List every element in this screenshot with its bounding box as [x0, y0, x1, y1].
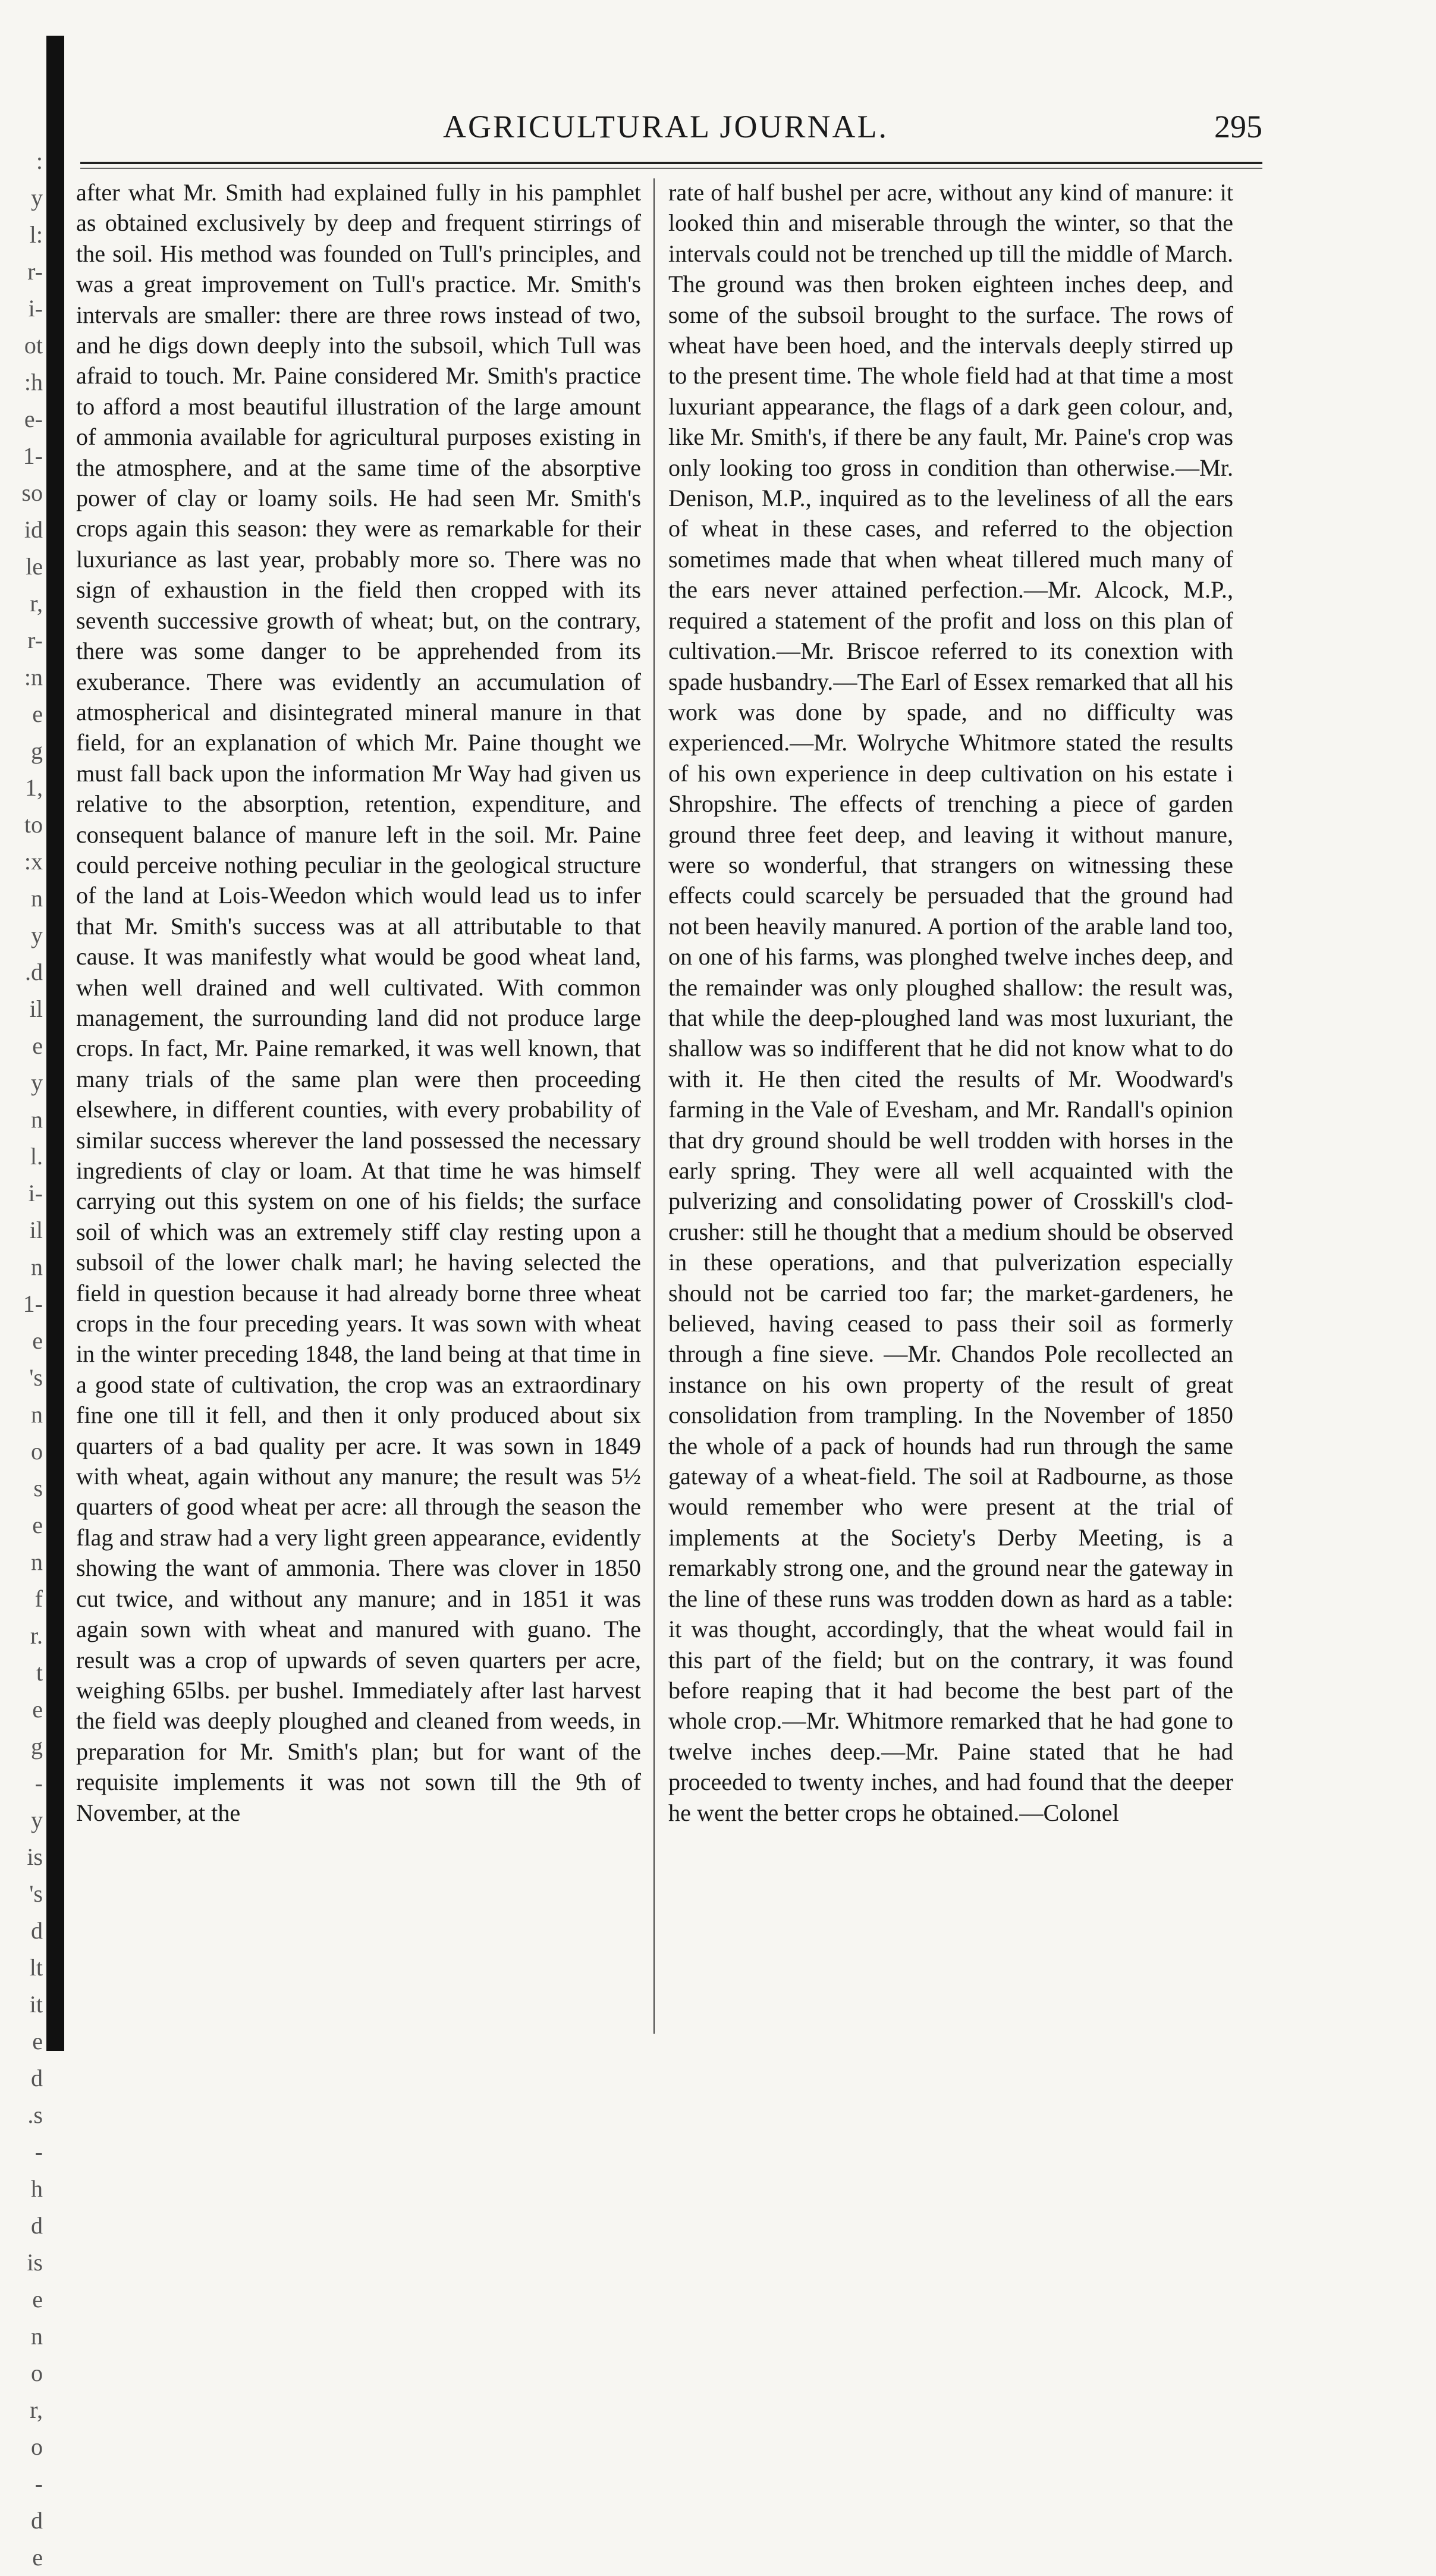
bleed-fragment: o: [31, 2360, 43, 2386]
bleed-fragment: e: [32, 2286, 43, 2313]
bleed-fragment: d: [31, 2065, 43, 2091]
bleed-fragment: it: [29, 1991, 43, 2018]
bleed-fragment: s: [33, 1475, 43, 1501]
bleed-fragment: d: [31, 2212, 43, 2239]
bleed-fragment: 's: [29, 1880, 43, 1907]
bleed-fragment: d: [31, 2507, 43, 2534]
bleed-fragment: 's: [29, 1364, 43, 1391]
bleed-fragment: n: [31, 1401, 43, 1428]
bleed-fragment: :n: [24, 664, 43, 690]
bleed-fragment: e: [32, 1032, 43, 1059]
bleed-fragment: h: [31, 2175, 43, 2202]
bleed-fragment: e: [32, 2544, 43, 2571]
bleed-fragment: le: [26, 553, 43, 580]
bleed-fragment: f: [34, 1585, 43, 1612]
bleed-fragment: il: [29, 995, 43, 1022]
running-title: AGRICULTURAL JOURNAL.: [442, 109, 889, 144]
bleed-fragment: y: [31, 184, 43, 211]
text-column-left: [76, 177, 641, 2038]
header-rule: [80, 162, 1262, 164]
bleed-fragment: id: [24, 516, 43, 543]
bleed-fragment: e: [32, 1327, 43, 1354]
bleed-fragment: i-: [28, 295, 43, 322]
bleed-fragment: e: [32, 2028, 43, 2054]
bleed-fragment: e: [32, 700, 43, 727]
bleed-fragment: is: [27, 2249, 43, 2276]
bleed-fragment: .s: [27, 2101, 43, 2128]
bleed-fragment: l:: [29, 221, 43, 248]
bleed-fragment: -: [34, 1770, 43, 1796]
text-column-right: [668, 177, 1233, 2038]
body-paragraph: rate of half bushel per acre, without any kind of manure: it looked thin and miserable through the winter, so that the intervals could not be trenched up till the middle of March. The ground was then broken eighteen inches deep, and some of the subsoil brought to the surface. The rows of wheat have been hoed, and the intervals deeply stirred up to the present time. The whole field had at that time a most luxuriant appearance, the flags of a dark geen colour, and, like Mr. Smith's, if there be any fault, Mr. Paine's crop was only looking too gross in condition than otherwise.—Mr. Denison, M.P., inquired as to the leveliness of all the ears of wheat in these cases, and referred to the objection sometimes made that when wheat tillered much many of the ears never attained perfection.—Mr. Alcock, M.P., required a statement of the profit and loss on this plan of cultivation.—Mr. Briscoe referred to its conextion with spade husbandry.—The Earl of Essex remarked that all his work was done by spade, and no difficulty was experienced.—Mr. Wolryche Whitmore stated the results of his own experience in deep cultivation on his estate i Shropshire. The effects of trenching a piece of garden ground three feet deep, and leaving it without manure, were so wonderful, that strangers on witnessing these effects could scarcely be persuaded that the ground had not been heavily manured. A portion of the arable land too, on one of his farms, was plonghed twelve inches deep, and the remainder was only ploughed shallow: the result was, that while the deep-ploughed land was most luxuriant, the shallow was so indifferent that he did not know what to do with it. He then cited the results of Mr. Woodward's farming in the Vale of Evesham, and Mr. Randall's opinion that dry ground should be well trodden with horses in the early spring. They were all well acquainted with the pulverizing and consolidating power of Crosskill's clod-crusher: still he thought that a medium should be observed in these operations, and that pulverization especially should not be carried too far; the market-gardeners, he believed, having ceased to pass their soil as formerly through a fine sieve. —Mr. Chandos Pole recollected an instance on his own property of the result of great consolidation from trampling. In the November of 1850 the whole of a pack of hounds had run through the same gateway of a wheat-field. The soil at Radbourne, as those would remember who were present at the trial of implements at the Society's Derby Meeting, is a remarkably strong one, and the ground near the gateway in the line of these runs was trodden down as hard as a table: it was thought, accordingly, that the wheat would fail in this part of the field; but on the contrary, it was found before reaping that it had become the best part of the whole crop.—Mr. Whitmore remarked that he had gone to twelve inches deep.—Mr. Paine stated that he had proceeded to twenty inches, and had found that the deeper he went the better crops he obtained.—Colonel: [668, 179, 1233, 1826]
bleed-fragment: l.: [30, 1143, 43, 1170]
bleed-fragment: e-: [24, 406, 43, 432]
page-number: 295: [1214, 109, 1262, 144]
bleed-fragment: g: [31, 737, 43, 764]
bleed-fragment: 1,: [25, 774, 43, 801]
bleed-fragment: o: [31, 2433, 43, 2460]
bleed-fragment: o: [31, 1438, 43, 1465]
binding-shadow: [46, 36, 64, 2051]
bleed-fragment: :h: [24, 369, 43, 395]
bleed-fragment: lt: [29, 1954, 43, 1981]
bleed-fragment: .d: [25, 959, 43, 985]
bleed-fragment: 1-: [23, 442, 43, 469]
bleed-fragment: n: [31, 885, 43, 912]
bleed-fragment: :: [36, 147, 43, 174]
bleed-fragment: r-: [27, 627, 43, 654]
bleed-fragment: so: [21, 479, 43, 506]
bleed-fragment: e: [32, 1696, 43, 1723]
bleed-fragment: n: [31, 1106, 43, 1133]
bleed-fragment: is: [27, 1843, 43, 1870]
bleed-fragment: d: [31, 1917, 43, 1944]
page-header: [69, 108, 1262, 156]
bleed-fragment: -: [34, 2470, 43, 2497]
body-paragraph: after what Mr. Smith had explained fully in his pamphlet as obtained exclusively by deep and frequent stirrings of the soil. His method was founded on Tull's principles, and was a great improvement on Tull's practice. Mr. Smith's intervals are smaller: there are three rows instead of two, and he digs down deeply into the subsoil, which Tull was afraid to touch. Mr. Paine considered Mr. Smith's practice to afford a most beautiful illustration of the large amount of ammonia available for agricultural purposes existing in the atmosphere, and at the same time of the absorptive power of clay or loamy soils. He had seen Mr. Smith's crops again this season: they were as remarkable for their luxuriance as last year, probably more so. There was no sign of exhaustion in the field then cropped with its seventh successive growth of wheat; but, on the contrary, there was some danger to be apprehended from its exuberance. There was evidently an accumulation of atmospherical and disintegrated mineral manure in that field, for an explanation of which Mr. Paine thought we must fall back upon the information Mr Way had given us relative to the absorption, retention, expenditure, and consequent balance of manure left in the soil. Mr. Paine could perceive nothing peculiar in the geological structure of the land at Lois-Weedon which would lead us to infer that Mr. Smith's success was at all attributable to that cause. It was manifestly what would be good wheat land, when well drained and well cultivated. With common management, the surrounding land did not produce large crops. In fact, Mr. Paine remarked, it was well known, that many trials of the same plan were then proceeding elsewhere, in different counties, with every probability of similar success wherever the land possessed the necessary ingredients of clay or loam. At that time he was himself carrying out this system on one of his fields; the surface soil of which was an extremely stiff clay resting upon a subsoil of the lower chalk marl; he having selected the field in question because it had already borne three wheat crops in the four preceding years. It was sown with wheat in the winter preceding 1848, the land being at that time in a good state of cultivation, the crop was an extraordinary fine one till it fell, and then it only produced about six quarters of a bad quality per acre. It was sown in 1849 with wheat, again without any manure; the result was 5½ quarters of good wheat per acre: all through the season the flag and straw had a very light green appearance, evidently showing the want of ammonia. There was clover in 1850 cut twice, and without any manure; and in 1851 it was again sown with wheat and manured with guano. The result was a crop of upwards of seven quarters per acre, weighing 65lbs. per bushel. Immediately after last harvest the field was deeply ploughed and cleaned from weeds, in preparation for Mr. Smith's plan; but for want of the requisite implements it was not sown till the 9th of November, at the: [76, 179, 641, 1826]
bleed-fragment: e: [32, 1512, 43, 1538]
bleed-fragment: :x: [24, 848, 43, 875]
bleed-fragment: y: [31, 1807, 43, 1833]
bleed-fragment: y: [31, 1069, 43, 1096]
header-rule-secondary: [80, 168, 1262, 169]
bleed-fragment: i-: [28, 1180, 43, 1207]
facing-page-bleed: [0, 143, 43, 2571]
bleed-fragment: n: [31, 2323, 43, 2349]
bleed-fragment: n: [31, 1548, 43, 1575]
bleed-fragment: ot: [24, 332, 43, 359]
bleed-fragment: r-: [27, 258, 43, 285]
bleed-fragment: r.: [30, 1622, 43, 1649]
bleed-fragment: y: [31, 922, 43, 948]
bleed-fragment: g: [31, 1733, 43, 1760]
bleed-fragment: to: [24, 811, 43, 838]
bleed-fragment: r,: [30, 590, 43, 617]
bleed-fragment: il: [29, 1217, 43, 1243]
column-divider: [653, 178, 655, 2034]
bleed-fragment: r,: [30, 2396, 43, 2423]
bleed-fragment: n: [31, 1254, 43, 1280]
bleed-fragment: 1-: [23, 1290, 43, 1317]
bleed-fragment: -: [34, 2138, 43, 2165]
bleed-fragment: t: [36, 1659, 43, 1686]
